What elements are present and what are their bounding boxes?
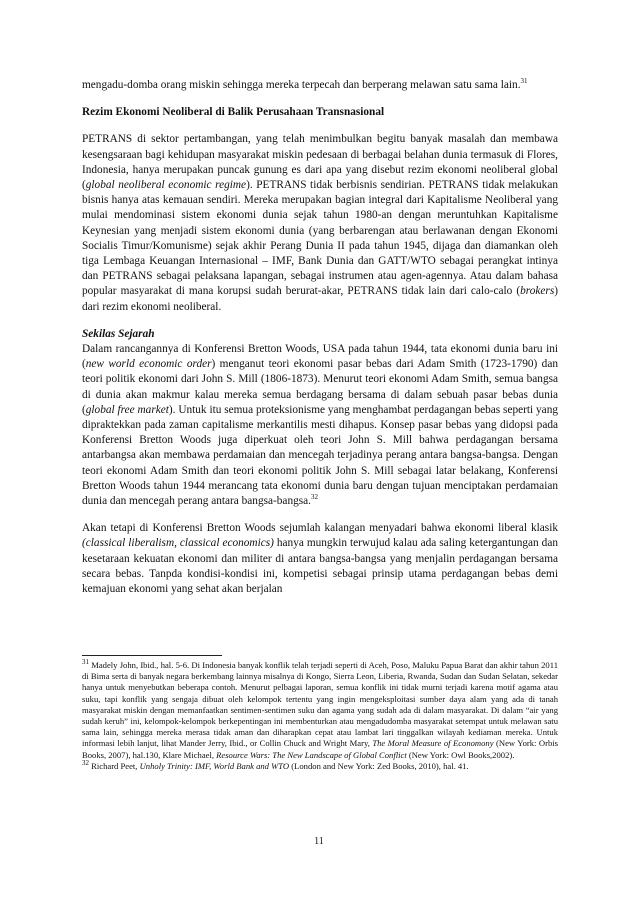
footnote-ref-32[interactable]: 32 — [310, 493, 318, 502]
paragraph-liberal-klasik: Akan tetapi di Konferensi Bretton Woods sejumlah kalangan menyadari bahwa ekonomi liberal klasik (classical liberalism, classical economics) hanya mungkin terwujud kalau ada saling ketergantungan dan kesetaraan kekuatan ekonomi dan militer di antara bangsa-bangsa yang menjalin perdagangan bersama secara bebas. Tanpda kondisi-kondisi ini, kompetisi sebagai prinsip utama perdagangan bebas demi kemajuan ekonomi yang sehat akan berjalan — [82, 522, 558, 596]
footnotes — [82, 655, 558, 772]
footnote-divider — [82, 655, 222, 656]
footnote-31: $^{31}$ Madely John, Ibid., hal. 5-6. Di Indonesia banyak konflik telah terjadi seperti di Aceh, Poso, Maluku Papua Barat dan akhir tahun 2011 di Bima serta di banyak negara berkembang lainnya misalnya di Kongo, Sierra Leon, Liberia, Rwanda, Sudan dan Sudan Selatan, sekedar hanya untuk menyebutkan beberapa contoh. Menurut pelbagai laporan, semua konflik ini tidak murni terjadi karena motif agama atau suku, tapi konflik yang sengaja dibuat oleh kelompok tertentu yang ingin mengeksploitasi sumber daya alam yang ada di tanah masyarakat miskin dengan memanfaatkan sentimen-sentimen suku dan agama yang sudah ada di dalam masyarakat. Di dalam “air yang sudah keruh” ini, kelompok-kelompok berkepentingan ini membenturkan atau mengadudomba masyarakat setempat untuk melawan satu sama lain, sehingga mereka merasa tidak aman dan diharapkan cepat atau lambat lari tinggalkan wilayah kediaman mereka. Untuk informasi lebih lanjut, lihat Mander Jerry, Ibid., or Collin Chuck and Wright Mary, The Moral Measure of Economony (New York: Orbis Books, 2007), hal.130, Klare Michael, Resource Wars: The New Landscape of Global Conflict (New York: Owl Books,2002). — [82, 658, 558, 760]
document-body — [82, 78, 558, 597]
section-heading-rezim: Rezim Ekonomi Neoliberal di Balik Perusahaan Transnasional — [82, 106, 385, 119]
paragraph-petrans: PETRANS di sektor pertambangan, yang telah menimbulkan begitu banyak masalah dan membawa kesengsaraan bagi kehidupan masyarakat miskin pedesaan di berbagai belahan dunia termasuk di Flores, Indonesia, hanya merupakan puncak gunung es dari apa yang disebut rezim ekonomi neoliberal global (global neoliberal economic regime). PETRANS tidak berbisnis sendirian. PETRANS tidak melakukan bisnis hanya atas kemauan sendiri. Mereka merupakan bagian integral dari Kapitalisme Neoliberal yang mulai mendominasi sistem ekonomi dunia sejak tahun 1980-an dengan meruntuhkan Kapitalisme Keynesian yang menjadi sistem ekonomi dunia (yang berbarengan atau berlawanan dengan Ekonomi Socialis Timur/Komunisme) sejak akhir Perang Dunia II pada tahun 1945, dijaga dan diamankan oleh tiga Lembaga Keuangan Internasional – IMF, Bank Dunia dan GATT/WTO sebagai perangkat intinya dan PETRANS sebagai pelaksana lapangan, sebagai instrumen atau agen-agennya. Atau dalam bahasa popular masyarakat di mana korupsi sudah berurat-akar, PETRANS tidak lain dari calo-calo (brokers) dari rezim ekonomi neoliberal. — [82, 133, 558, 313]
paragraph-bretton-woods: Dalam rancangannya di Konferensi Bretton Woods, USA pada tahun 1944, tata ekonomi dunia baru ini (new world economic order) menganut teori ekonomi pasar bebas dari Adam Smith (1723-1790) dan teori politik ekonomi dari John S. Mill (1806-1873). Menurut teori ekonomi Adam Smith, semua bangsa di dunia akan makmur kalau mereka semua berdagang bersama di dalam sebuah pasar bebas dunia (global free market). Untuk itu semua proteksionisme yang menghambat perdagangan bebas seperti yang dipraktekkan pada zaman capitalisme merkantilis mesti dihapus. Konsep pasar bebas yang didopsi pada Konferensi Bretton Woods juga diperkuat oleh teori John S. Mill bahwa perdagangan bersama antarbangsa akan membawa perdamaian dan mencegah terjadinya perang antara bangsa-bangsa. Dengan teori ekonomi Adam Smith dan teori ekonomi politik John S. Mill sebagai latar belakang, Konferensi Bretton Woods tahun 1944 merancang tata ekonomi dunia baru dengan tujuan menciptakan perdamaian dunia dan mencegah perang antara bangsa-bangsa.$^{32}$ — [82, 343, 558, 508]
footnote-32: $^{32}$ Richard Peet, Unholy Trinity: IMF, World Bank and WTO (London and New York: Zed Books, 2010), hal. 41. — [82, 758, 469, 771]
page-number: 11 — [314, 836, 324, 847]
section-heading-sejarah: Sekilas Sejarah — [82, 327, 155, 340]
footnote-ref-31[interactable]: 31 — [520, 77, 528, 86]
intro-paragraph: mengadu-domba orang miskin sehingga mereka terpecah dan berperang melawan satu sama lain.$^{31}$ — [82, 77, 528, 91]
